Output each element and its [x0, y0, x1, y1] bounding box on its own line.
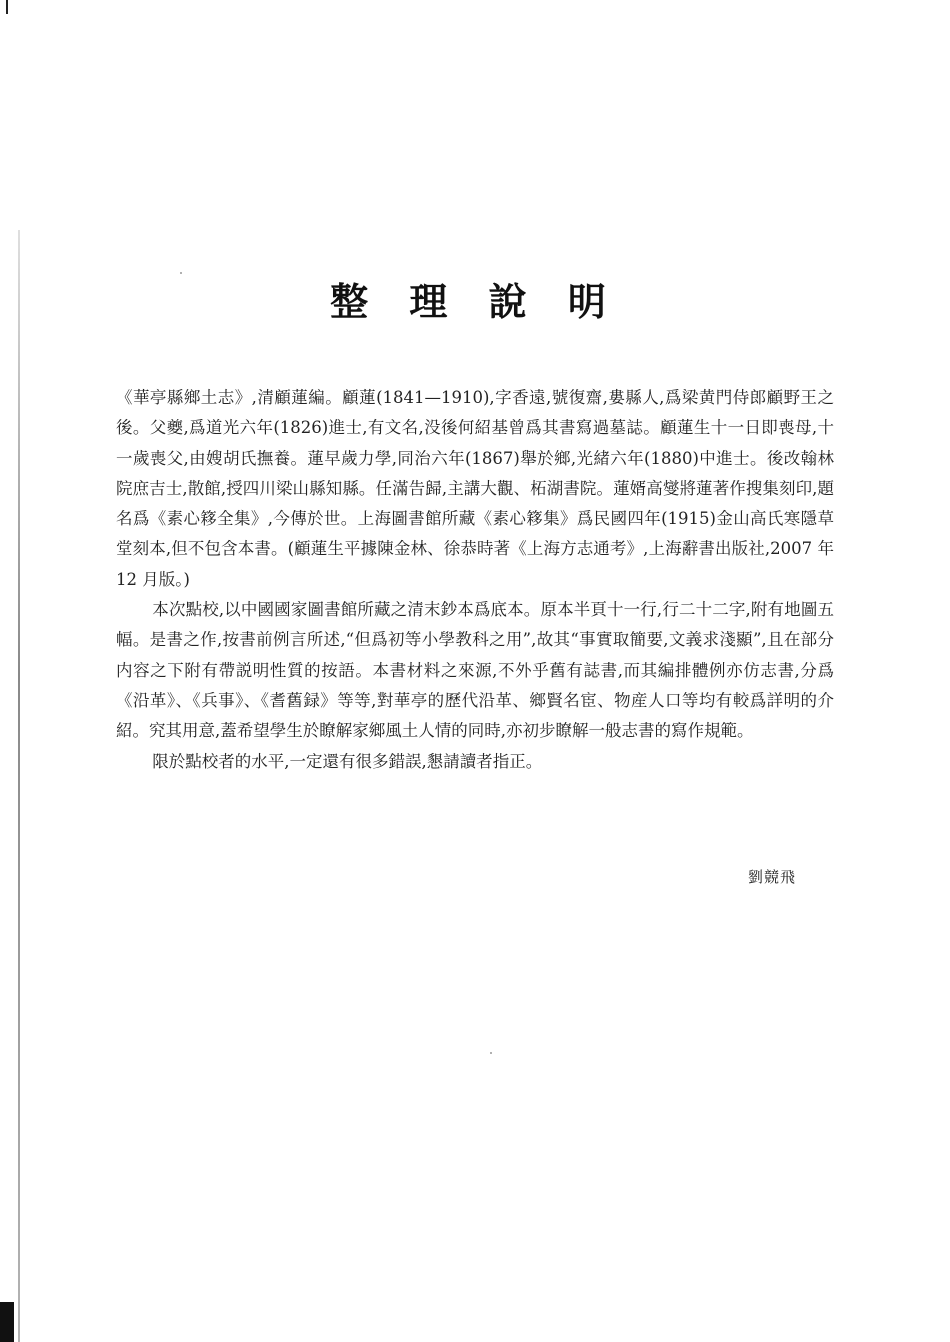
scan-speck [490, 1052, 492, 1054]
paragraph-author-bio: 《華亭縣鄉土志》,清顧蓮編。顧蓮(1841—1910),字香遠,號復齋,婁縣人,爲梁黄門侍郎顧野王之後。父夔,爲道光六年(1826)進士,有文名,没後何紹基曾爲其書寫過墓誌。顧蓮生十一日即喪母,十一歲喪父,由嫂胡氏撫養。蓮早歲力學,同治六年(1867)舉於鄉,光緒六年(1880)中進士。後改翰林院庶吉士,散館,授四川梁山縣知縣。任滿告歸,主講大觀、柘湖書院。蓮婿高燮將蓮著作搜集刻印,題名爲《素心簃全集》,今傳於世。上海圖書館所藏《素心簃集》爲民國四年(1915)金山高氏寒隱草堂刻本,但不包含本書。(顧蓮生平據陳金林、徐恭時著《上海方志通考》,上海辭書出版社,2007 年 12 月版。) [116, 388, 834, 589]
scan-artifact-corner [0, 1302, 14, 1342]
author-signature: 劉競飛 [747, 868, 796, 886]
paragraph-closing-remark: 限於點校者的水平,一定還有很多錯誤,懇請讀者指正。 [152, 751, 543, 771]
page-title: 整 理 說 明 [330, 279, 620, 325]
document-body [116, 383, 834, 777]
scan-binding-edge [18, 230, 20, 1342]
scan-artifact-top [6, 0, 8, 14]
paragraph-edition-notes: 本次點校,以中國國家圖書館所藏之清末鈔本爲底本。原本半頁十一行,行二十二字,附有地圖五幅。是書之作,按書前例言所述,“但爲初等小學教科之用”,故其“事實取簡要,文義求淺顯”,且在部分内容之下附有帶説明性質的按語。本書材料之來源,不外乎舊有誌書,而其編排體例亦仿志書,分爲《沿革》、《兵事》、《耆舊録》等等,對華亭的歷代沿革、鄉賢名宦、物産人口等均有較爲詳明的介紹。究其用意,蓋希望學生於瞭解家鄉風土人情的同時,亦初步瞭解一般志書的寫作規範。 [116, 600, 834, 741]
